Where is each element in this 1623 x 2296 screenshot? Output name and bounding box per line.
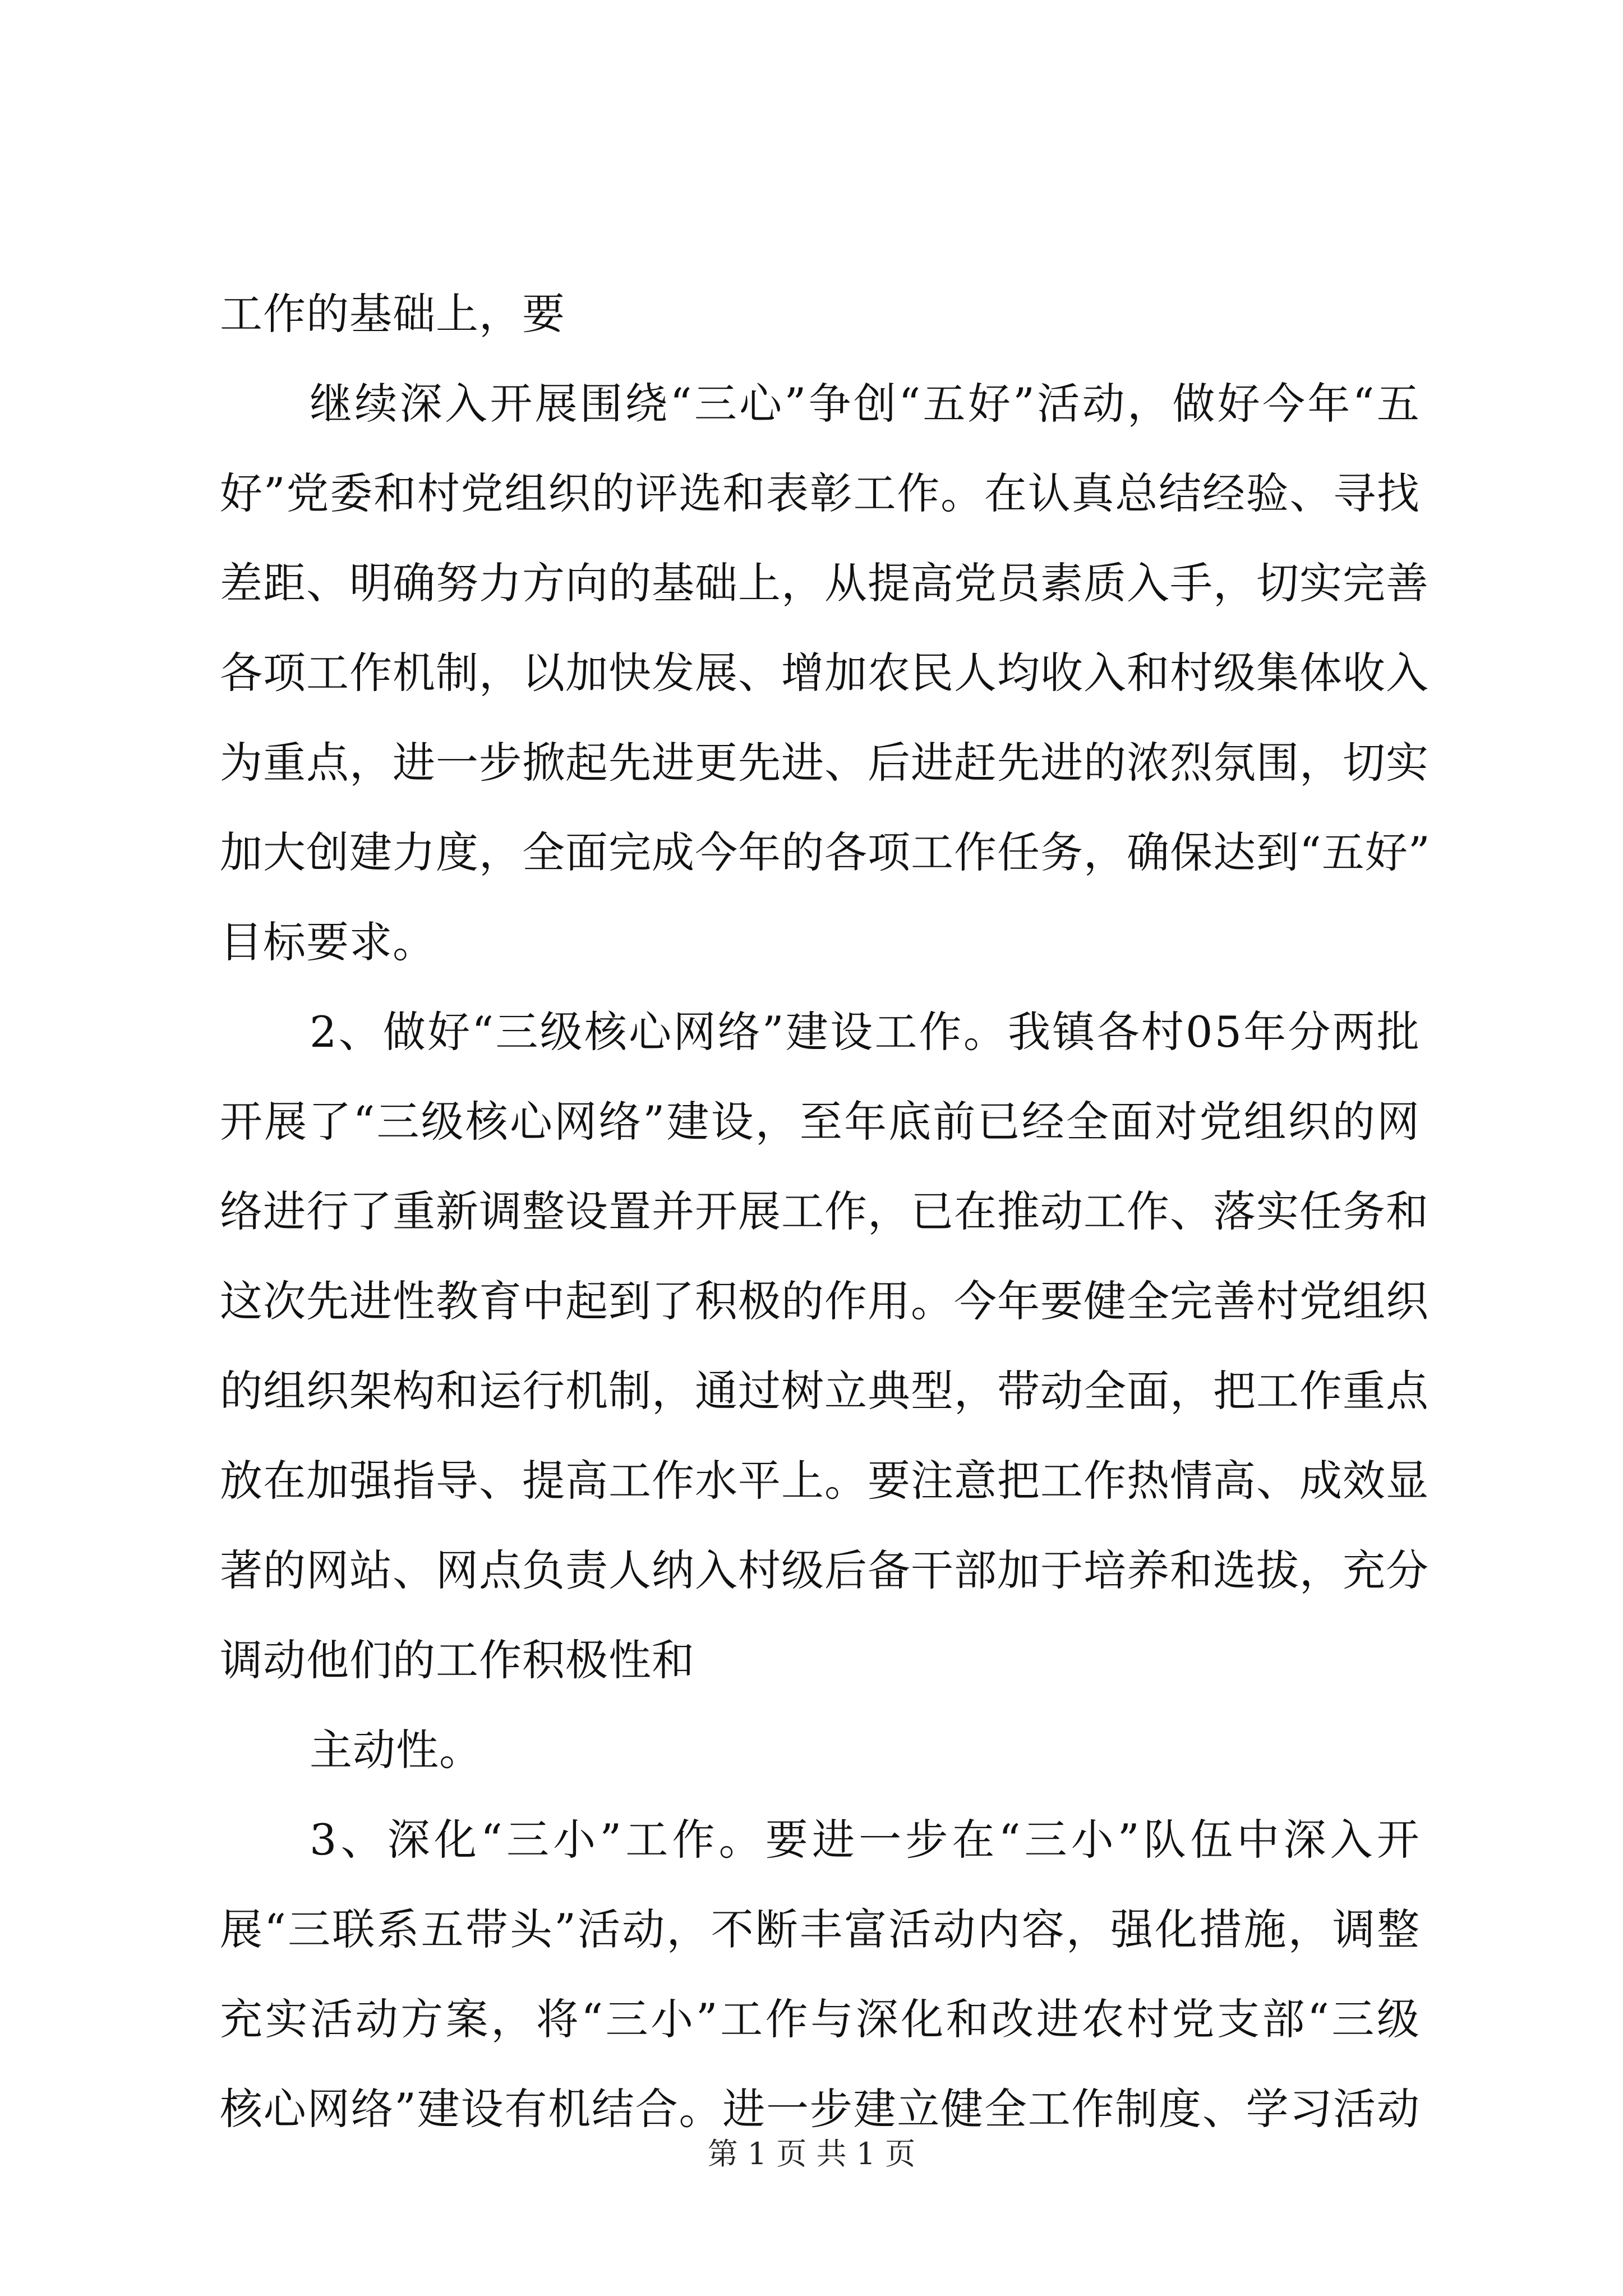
text-line: 为 重 点 ， 进 一 步 掀 起 先 进 更 先 进 、 后 进 赶 先 进 的 浓 烈 氛 围 ， 切 实 [220, 738, 1429, 788]
text-line: 展 “ 三 联 系 五 带 头 ” 活 动 ， 不 断 丰 富 活 动 内 容 ， 强 化 措 施 ， 调 整 [220, 1904, 1420, 1954]
document-body [220, 269, 1431, 2154]
text-line: 好 ” 党 委 和 村 党 组 织 的 评 选 和 表 彰 工 作 。 在 认 真 总 结 经 验 、 寻 找 [220, 468, 1420, 518]
text-line: 络 进 行 了 重 新 调 整 设 置 并 开 展 工 作 ， 已 在 推 动 工 作 、 落 实 任 务 和 [220, 1186, 1429, 1236]
text-line: 放 在 加 强 指 导 、 提 高 工 作 水 平 上 。 要 注 意 把 工 作 热 情 高 、 成 效 显 [220, 1456, 1429, 1506]
text-line: 这 次 先 进 性 教 育 中 起 到 了 积 极 的 作 用 。 今 年 要 健 全 完 善 村 党 组 织 [220, 1276, 1429, 1326]
text-line: 开 展 了 “ 三 级 核 心 网 络 ” 建 设 ， 至 年 底 前 已 经 全 面 对 党 组 织 的 网 [220, 1097, 1420, 1147]
text-line: 继 续 深 入 开 展 围 绕 “ 三 心 ” 争 创 “ 五 好 ” 活 动 ， 做 好 今 年 “ 五 [310, 379, 1420, 429]
text-line: 的 组 织 架 构 和 运 行 机 制 ， 通 过 树 立 典 型 ， 带 动 全 面 ， 把 工 作 重 点 [220, 1366, 1429, 1416]
text-line: 差 距 、 明 确 努 力 方 向 的 基 础 上 ， 从 提 高 党 员 素 质 入 手 ， 切 实 完 善 [220, 558, 1429, 608]
text-line: 工作的基础上，要 [220, 289, 565, 339]
text-line: 著 的 网 站 、 网 点 负 责 人 纳 入 村 级 后 备 干 部 加 于 培 养 和 选 拔 ， 充 分 [220, 1545, 1429, 1595]
text-line: 充 实 活 动 方 案 ， 将 “ 三 小 ” 工 作 与 深 化 和 改 进 农 村 党 支 部 “ 三 级 [220, 1994, 1420, 2044]
text-line: 目标要求。 [220, 917, 436, 967]
page-footer: 第 1 页 共 1 页 [707, 2136, 916, 2171]
text-line: 2 、 做 好 “ 三 级 核 心 网 络 ” 建 设 工 作 。 我 镇 各 村 0 5 年 分 两 批 [310, 1007, 1420, 1057]
text-line: 3 、 深 化 “ 三 小 ” 工 作 。 要 进 一 步 在 “ 三 小 ” 队 伍 中 深 入 开 [310, 1815, 1420, 1865]
text-line: 加 大 创 建 力 度 ， 全 面 完 成 今 年 的 各 项 工 作 任 务 ， 确 保 达 到 “ 五 好 ” [220, 827, 1431, 877]
text-line: 调动他们的工作积极性和 [220, 1635, 695, 1685]
text-line: 核 心 网 络 ” 建 设 有 机 结 合 。 进 一 步 建 立 健 全 工 作 制 度 、 学 习 活 动 [220, 2084, 1420, 2134]
text-line: 各 项 工 作 机 制 ， 以 加 快 发 展 、 增 加 农 民 人 均 收 入 和 村 级 集 体 收 入 [220, 648, 1429, 698]
text-line: 主动性。 [310, 1725, 482, 1775]
